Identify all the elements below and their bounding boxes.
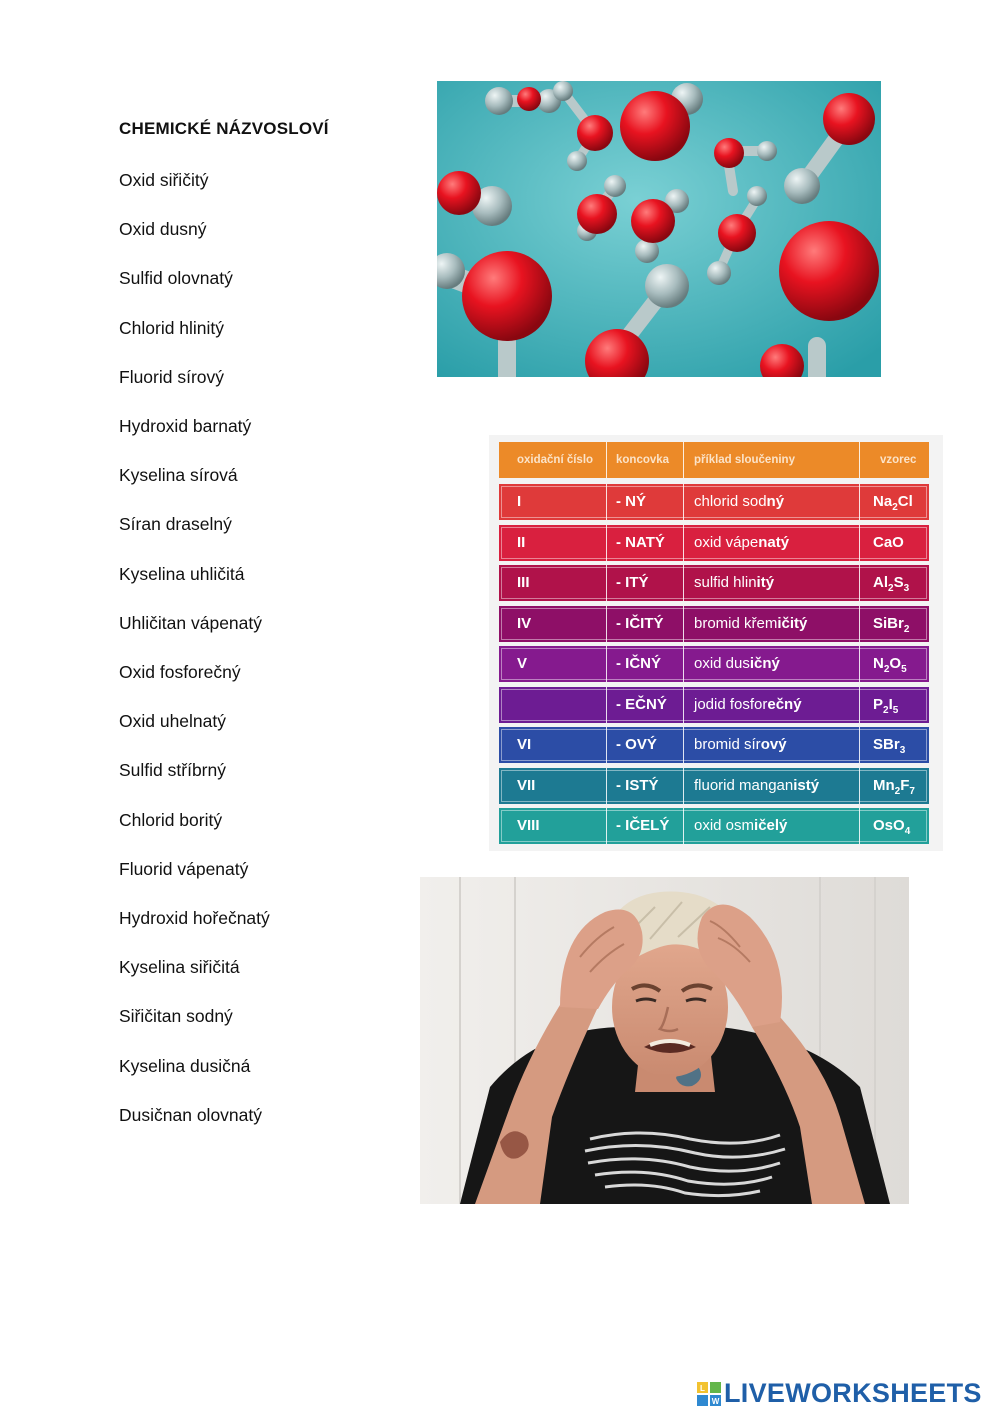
example-compound — [684, 484, 860, 520]
oxidation-number: VII — [499, 768, 607, 804]
example-stem: fluorid mangan — [694, 776, 794, 794]
formula — [860, 727, 929, 763]
logo-mark-letter-l: L — [700, 1384, 705, 1393]
suffix: - EČNÝ — [607, 687, 684, 723]
example-compound — [684, 565, 860, 601]
example-compound — [684, 768, 860, 804]
molecules-illustration — [437, 81, 881, 377]
example-ending: istý — [793, 776, 820, 794]
formula — [860, 525, 929, 561]
compound-item: Hydroxid barnatý — [119, 416, 252, 436]
compound-item: Uhličitan vápenatý — [119, 612, 262, 633]
compound-item: Síran draselný — [119, 514, 232, 535]
stressed-person-illustration — [420, 877, 909, 1204]
oxidation-number: V — [499, 646, 607, 682]
nomenclature-table — [489, 435, 943, 851]
formula-symbol: Cl — [897, 493, 913, 510]
formula — [860, 808, 929, 844]
formula — [860, 484, 929, 520]
compound-item: Fluorid sírový — [119, 366, 225, 387]
example-compound — [684, 808, 860, 844]
formula — [860, 687, 929, 723]
formula-subscript: 2 — [894, 785, 901, 797]
table-row — [499, 768, 929, 804]
example-stem: bromid křem — [694, 614, 778, 632]
formula-subscript: 2 — [883, 664, 890, 675]
liveworksheets-logo-icon — [697, 1382, 721, 1406]
header-formula: vzorec — [880, 454, 917, 466]
compound-item: Dusičnan olovnatý — [119, 1104, 262, 1125]
logo-mark-letter-w: W — [711, 1397, 720, 1406]
suffix: - IČITÝ — [607, 606, 684, 642]
example-compound — [684, 687, 860, 723]
example-stem: chlorid sod — [694, 493, 767, 510]
logo-text: LIVEWORKSHEETS — [724, 1378, 982, 1408]
table-row — [499, 808, 929, 844]
worksheet-title: CHEMICKÉ NÁZVOSLOVÍ — [119, 119, 329, 138]
formula-subscript: 5 — [901, 664, 907, 675]
compound-item: Kyselina siřičitá — [119, 957, 240, 978]
formula-subscript: 4 — [904, 826, 911, 837]
suffix: - NATÝ — [607, 525, 684, 561]
example-ending: natý — [758, 533, 790, 551]
formula-symbol: Al — [873, 574, 888, 591]
oxidation-number — [499, 687, 607, 723]
table-row — [499, 484, 929, 520]
formula-symbol: P — [873, 695, 884, 713]
formula-symbol: I — [888, 695, 893, 713]
compound-item: Sulfid stříbrný — [119, 760, 226, 781]
oxidation-number: VI — [499, 727, 607, 763]
oxidation-number: VIII — [499, 808, 607, 844]
table-row — [499, 646, 929, 682]
example-ending: ičitý — [777, 614, 808, 632]
formula-symbol: O — [889, 655, 902, 672]
example-ending: ový — [760, 736, 787, 753]
liveworksheets-logo — [697, 1376, 997, 1410]
example-stem: sulfid hlin — [694, 574, 757, 591]
formula-symbol: CaO — [873, 533, 904, 551]
example-compound — [684, 606, 860, 642]
compound-item: Oxid dusný — [119, 219, 207, 240]
compound-item: Fluorid vápenatý — [119, 858, 249, 879]
formula-symbol: OsO — [873, 817, 905, 834]
example-ending: ný — [766, 493, 785, 510]
formula — [860, 565, 929, 601]
suffix: - IČNÝ — [607, 646, 684, 682]
formula-symbol: F — [900, 776, 910, 794]
formula-symbol: Mn — [873, 776, 895, 794]
compound-item: Chlorid hlinitý — [119, 317, 225, 338]
example-compound — [684, 646, 860, 682]
formula — [860, 606, 929, 642]
table-header — [499, 442, 929, 478]
table-row — [499, 525, 929, 561]
example-stem: jodid fosfor — [694, 695, 768, 713]
oxidation-number: II — [499, 525, 607, 561]
example-stem: oxid osm — [694, 817, 755, 834]
formula — [860, 646, 929, 682]
compound-item: Kyselina sírová — [119, 465, 238, 486]
formula-subscript: 3 — [899, 745, 906, 756]
compound-item: Hydroxid hořečnatý — [119, 908, 270, 928]
formula-symbol: SBr — [873, 736, 900, 753]
example-compound — [684, 525, 860, 561]
header-oxidation-number: oxidační číslo — [499, 442, 607, 478]
example-stem: oxid dus — [694, 655, 750, 672]
oxidation-number: IV — [499, 606, 607, 642]
compound-item: Kyselina uhličitá — [119, 563, 245, 584]
oxidation-number: I — [499, 484, 607, 520]
formula-subscript: 7 — [909, 785, 915, 797]
compound-item: Siřičitan sodný — [119, 1006, 233, 1027]
formula-symbol: SiBr — [873, 614, 904, 632]
example-compound — [684, 727, 860, 763]
compound-item: Oxid fosforečný — [119, 662, 241, 682]
example-ending: ičelý — [754, 817, 788, 834]
compound-item: Kyselina dusičná — [119, 1055, 251, 1076]
example-ending: itý — [756, 574, 775, 591]
suffix: - ITÝ — [607, 565, 684, 601]
formula-symbol: S — [893, 574, 904, 591]
table-row — [499, 606, 929, 642]
formula-symbol: Na — [873, 493, 893, 510]
example-ending: ičný — [749, 655, 780, 672]
example-stem: bromid sír — [694, 736, 761, 753]
formula-subscript: 2 — [888, 583, 894, 594]
formula-subscript: 2 — [883, 704, 889, 716]
compound-item: Sulfid olovnatý — [119, 268, 233, 289]
formula-subscript: 5 — [892, 704, 899, 716]
formula-subscript: 2 — [903, 623, 910, 635]
compound-item: Chlorid boritý — [119, 809, 223, 830]
table-row — [499, 687, 929, 723]
table-row — [499, 727, 929, 763]
suffix: - NÝ — [607, 484, 684, 520]
formula — [860, 768, 929, 804]
example-ending: ečný — [767, 695, 802, 713]
suffix: - ISTÝ — [607, 768, 684, 804]
compound-item: Oxid uhelnatý — [119, 711, 227, 732]
formula-subscript: 3 — [903, 583, 910, 594]
suffix: - OVÝ — [607, 727, 684, 763]
formula-symbol: N — [873, 655, 884, 672]
stressed-person-photo — [420, 877, 909, 1204]
example-stem: oxid vápe — [694, 533, 759, 551]
formula-subscript: 2 — [892, 502, 898, 513]
table-row — [499, 565, 929, 601]
oxidation-number: III — [499, 565, 607, 601]
suffix: - IČELÝ — [607, 808, 684, 844]
molecules-image — [437, 81, 881, 377]
header-suffix: koncovka — [607, 442, 684, 478]
header-example: příklad sloučeniny — [684, 442, 860, 478]
compound-item: Oxid siřičitý — [119, 170, 209, 190]
